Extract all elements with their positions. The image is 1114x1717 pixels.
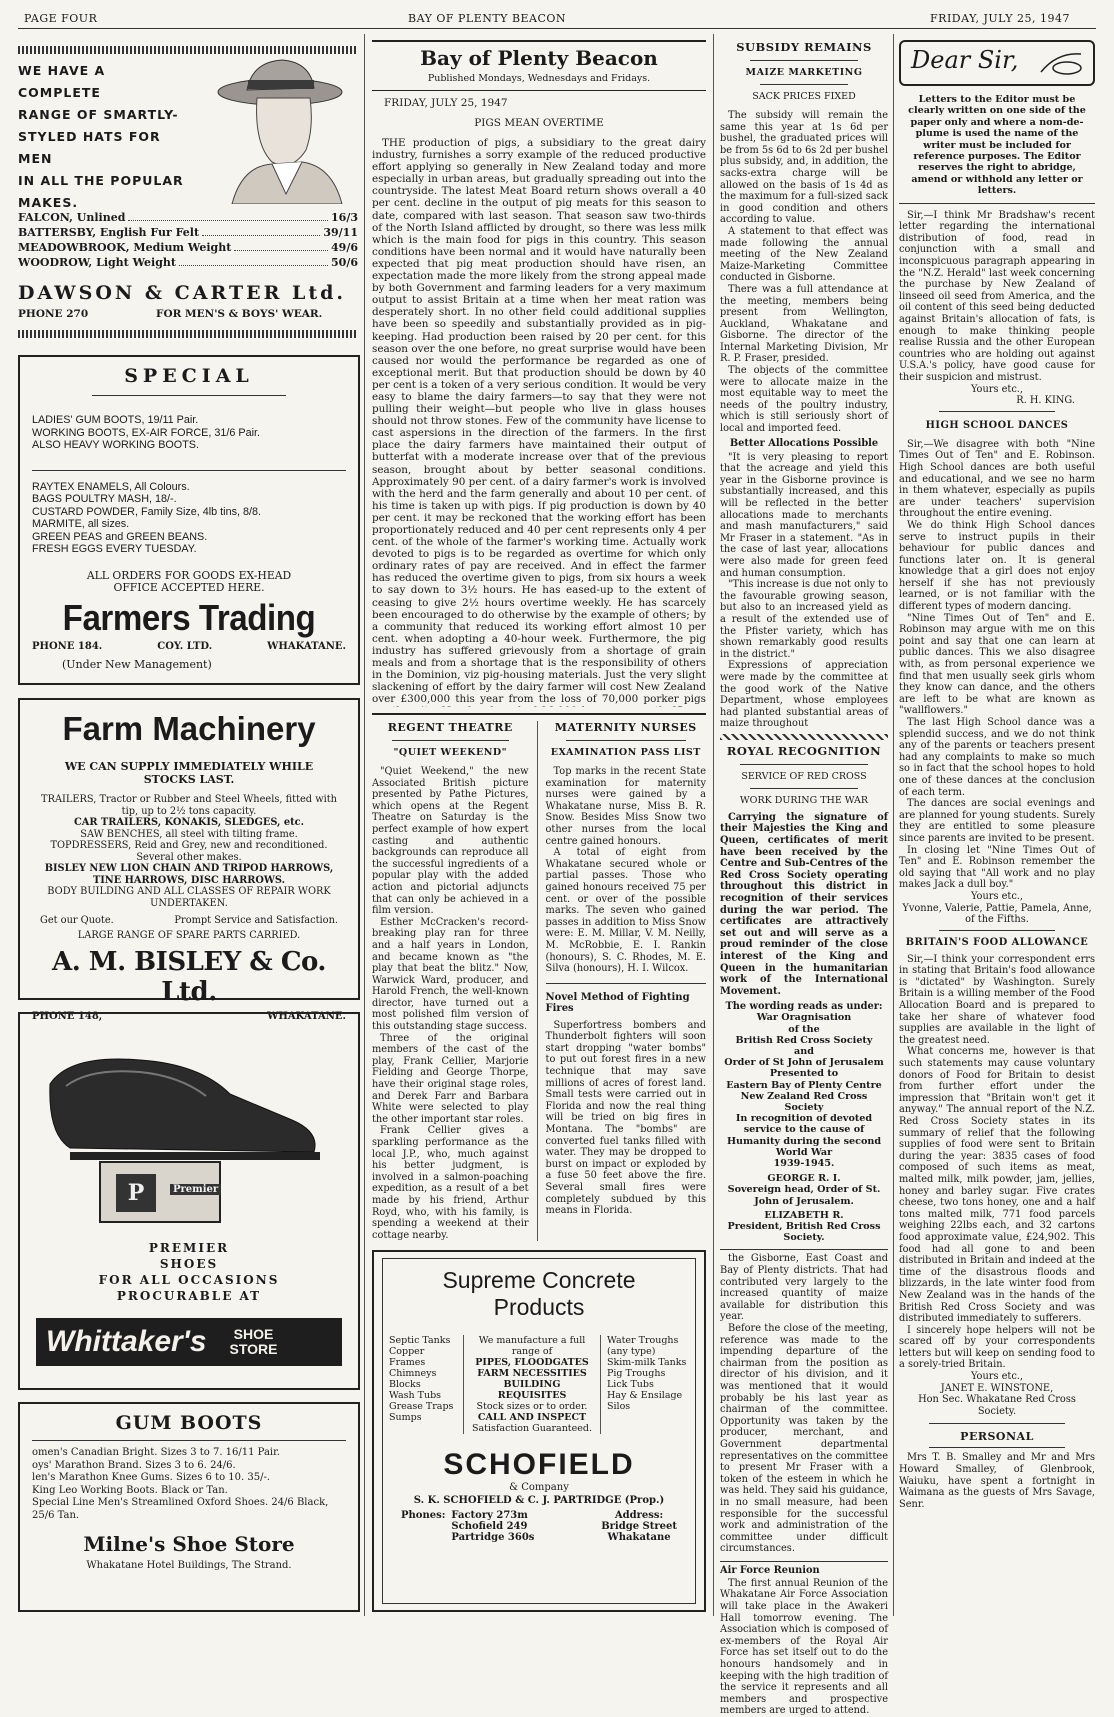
- cert-line: of the: [788, 1023, 820, 1035]
- letter-sign: Yours etc.,: [970, 383, 1024, 395]
- special-town: WHAKATANE.: [267, 640, 346, 652]
- subsidy-para: "This increase is due not only to the favourable growing season, but also to an increased yield as a result of the extended use of the Pfister variety, which has shown remarkably good results in the district.": [720, 579, 888, 660]
- farm-title: Farm Machinery: [62, 710, 316, 747]
- hs-para: We do think High School dances serve to instruct pupils in their behaviour for public dances and functions later on. It is general knowledge that a girl does not enjoy herself if she has not previously learned, or is not familiar with the different types of modern dancing.: [899, 519, 1095, 613]
- hat-name: WOODROW, Light Weight: [18, 256, 176, 269]
- phone-line: Factory 273m: [451, 1510, 528, 1521]
- address-line: Bridge Street: [601, 1521, 677, 1532]
- food-para: What concerns me, however is that such statements may cause voluntary donors of Food for Britain to desist from further effort under the impression that "Britain won't get it anyway." The annual report of the N.Z. Red Cross Society states in its summary of relief that the following supplies of food were sent to Britain during the year: 3835 cases of food composed of such items as meat, malted milk, milk powder, jam, jellies, honey and barley sugar. Five crates cheese, two tons honey, one and a half tons malted milk, 771 food parcels weighing 22lbs each, and 32 cartons food approximate value, £24,902. This food had all gone to and been distributed in Britain and indeed at the time of the disastrous floods and blizzards, in the late winter food from New Zealand was in the hands of the British Red Cross Society and was distributed immediately to sufferers.: [899, 1046, 1095, 1325]
- hs-para: In closing let "Nine Times Out of Ten" and E. Robinson remember the old saying that "All work and no play makes Jack a dull boy.": [899, 844, 1095, 891]
- schofield-partners: S. K. SCHOFIELD & C. J. PARTRIDGE (Prop.): [413, 1495, 665, 1506]
- food-title: BRITAIN'S FOOD ALLOWANCE: [905, 936, 1089, 948]
- editorial-text: THE production of pigs, a subsidiary to the great dairy industry, furnishes a sorry example of the reduced productive effort applying so generally in New Zealand today and more especially in urban areas, but gradually spreading out into the countryside. The latest Meat Board return shows overall a 40 per cent. decline in the output of pig meats for this season to date, compared with last season. That season saw two-thirds of the North Island afflicted by drought, so there was less milk which is the main food for pigs in this country. This season conditions have been normal and it would have naturally been expected that pig meat production should have risen, an expectation made the more likely from the strong appeal made by both Government and farming leaders for a very maximum output to assist Britain at a time when her meat ration was desperately short. In no other field could additional supplies have been so speedily and substantially provided as in pig-keeping. Had production been raised by 20 per cent. for this season over the one before, no great surprise would have been caused nor would the performance be regarded as one of exceptional merit. But that production should be down by 40 per cent is a token of a very serious condition. It would be very easy to blame the dairy farmers—to say that they were not pulling their weight—but people who live in glass houses should not throw stones. Few of the community have license to cast aspersions in the direction of the farmers. In the first place the dairy farmers have maintained their output of butterfat with a moderate increase over that of the previous season, brought about by better seasonal conditions. Approximately 90 per cent. of a dairy farmer's work is involved with the herd and the farm generally and about 10 per cent. of his time is taken up with pigs. If pig production is down by 40 per cent. it may be reckoned that the working effort has been proportionately reduced and 40 per cent represents only 4 per cent. of the whole of the farmer's working time. Actually work devoted to pigs is to be regarded as overtime for which only ordinary rates of pay are received. And in effect the farmer has reduced the overtime given to pigs, from six hours a week to say down to 3½ hours. He has eased-up to the extent of ceasing to give 2½ hours overtime weekly. He has scarcely been encouraged to do otherwise by the example of others; by a community that reduced its working effort almost 10 per cent. when adopting a 40-hour week. Furthermore, the pig industry has suffered grievously from a shortage of grain meals and from a shortage that is the responsibility of others in the Dominion, viz pig-housing materials. Just the very slight slackening of effort by the dairy farmer will cost New Zealand over £300,000 this year from the loss of 70,000 porker pigs: [372, 137, 706, 706]
- farm-line: BISLEY NEW LION CHAIN AND TRIPOD HARROWS, TINE HARROWS, DISC HARROWS.: [44, 863, 334, 886]
- header-rule: [18, 28, 1096, 29]
- cert-king: GEORGE R. I.: [767, 1173, 841, 1185]
- concrete-left-item: Copper Frames: [389, 1346, 426, 1368]
- concrete-right-item: (any type): [607, 1346, 656, 1357]
- hat-ad-line: MAKES.: [18, 195, 79, 210]
- farm-service: Prompt Service and Satisfaction.: [174, 915, 338, 926]
- concrete-left-item: Wash Tubs: [389, 1390, 442, 1401]
- column-divider: [893, 34, 894, 1616]
- gum-title: GUM BOOTS: [115, 1412, 263, 1434]
- royal-sub: SERVICE OF RED CROSS: [741, 770, 867, 782]
- cert-line: New Zealand Red Cross Society: [740, 1090, 868, 1113]
- food-para: Sir,—I think your correspondent errs in stating that Britain's food allowance is "dictated" by Washington. Surely Britain is a willing member of the Food Allocation Board and is prepared to take her share of whatever food supplies are available in the light of the greatest need.: [899, 953, 1095, 1046]
- shoe-box-label: Premier: [170, 1184, 221, 1195]
- hat-ad-line: RANGE OF SMARTLY-: [18, 107, 179, 122]
- subsidy-para: The subsidy will remain the same this year at 1s 6d per bushel, the graduated prices will be from 5s 6d to 6s 2d per bushel plus subsidy, and, in addition, the sacks-extra charge will be allowed on the basis of 1s 4d as the maximum for a full-sized sack in good condition and others according to value.: [720, 110, 888, 226]
- farm-town: WHAKATANE.: [267, 1011, 346, 1022]
- hat-price: 16/3: [331, 211, 358, 224]
- personal-para: Mrs T. B. Smalley and Mr and Mrs Howard Smalley, of Glenbrook, Waiuku, have spent a fortnight in Waimana as the guests of Mrs Savage, Senr.: [899, 1452, 1095, 1510]
- concrete-left-item: Septic Tanks: [389, 1335, 451, 1346]
- hat-price: 49/6: [331, 241, 358, 254]
- store-tagline: FOR MEN'S & BOYS' WEAR.: [156, 308, 323, 320]
- concrete-center-item: Satisfaction Guaranteed.: [472, 1423, 592, 1434]
- subsidy-para: A statement to that effect was made following the annual meeting of the New Zealand Maize-Marketing Committee conducted in Gisborne.: [720, 225, 888, 284]
- hat-name: MEADOWBROOK, Medium Weight: [18, 241, 232, 254]
- phone-line: Partridge 360s: [451, 1532, 535, 1543]
- cert-queen: ELIZABETH R.: [764, 1209, 844, 1221]
- gum-line: omen's Canadian Bright. Sizes 3 to 7. 16/11 Pair.: [32, 1447, 280, 1458]
- dear-sir-banner: [899, 40, 1095, 86]
- address-line: Whakatane: [607, 1532, 671, 1543]
- letters-notice: Letters to the Editor must be clearly written on one side of the paper only and where a nom-de-plume is used the name of the writer must be included for reference purposes. The Editor reserves the right to abridge, amend or withhold any letter or letters.: [908, 94, 1086, 197]
- special-line: CUSTARD POWDER, Family Size, 4lb tins, 8/8.: [32, 505, 261, 518]
- cert-line: Order of St John of Jerusalem: [724, 1057, 884, 1069]
- letter-name: R. H. KING.: [1016, 395, 1075, 407]
- concrete-title: Products: [493, 1294, 585, 1320]
- dear-sir-script: Dear Sir,: [911, 46, 1019, 74]
- royal-intro: Carrying the signature of their Majesties the King and Queen, certificates of merit have been received by the Centre and Sub-Centres of the Red Cross Society operating throughout this district in recognition of their services during the war period. The certificates are attractively set out and will serve as a proud reminder of the close interest of the King and Queen in the humanitarian work of the International Movement.: [720, 811, 888, 997]
- special-line: RAYTEX ENAMELS, All Colours.: [32, 480, 190, 493]
- cert-line: Eastern Bay of Plenty Centre: [726, 1079, 882, 1091]
- subsidy-para: Expressions of appreciation were made by the committee at the good work of the Native Department, whose employees had planted substantial areas of maize throughout: [720, 660, 888, 730]
- regent-article: [372, 721, 529, 1241]
- regent-para: Esther McCracken's record-breaking play ran for three and a half years in London, and became known as "the play that beat the blitz." Now, Warwick Ward, producer, and Harold French, the well-known director, have turned out a most polished film version of this outstanding stage success.: [372, 916, 529, 1033]
- farm-machinery-ad: [18, 698, 360, 1022]
- whittakers-name: Whittaker's: [46, 1325, 207, 1358]
- header-date: FRIDAY, JULY 25, 1947: [930, 12, 1070, 25]
- editorial-published: Published Mondays, Wednesdays and Fridays.: [427, 73, 651, 84]
- shoe-line: FOR ALL OCCASIONS: [98, 1273, 280, 1287]
- maternity-title: MATERNITY NURSES: [554, 721, 697, 734]
- special-management: (Under New Management): [62, 657, 212, 671]
- maternity-para: A total of eight from Whakatane secured whole or partial passes. Those who gained honours received 75 per cent. or over of the possible marks. The seven who gained passes in addition to Miss Snow were: E. M. Millar, V. M. Neilly, M. McRobbie, E. I. Rankin (honours), S. C. Rhodes, M. E. Silva (honours), H. I. Wilcox.: [545, 847, 706, 975]
- cert-line: Presented to: [769, 1068, 839, 1080]
- editorial-date: FRIDAY, JULY 25, 1947: [384, 97, 508, 109]
- royal-reads: The wording reads as under:: [725, 1001, 883, 1013]
- column-divider: [364, 34, 365, 1616]
- farm-line: SAW BENCHES, all steel with tilting frame.: [80, 828, 298, 840]
- concrete-center-item: CALL AND INSPECT: [477, 1412, 587, 1423]
- food-role: Hon Sec. Whakatane Red Cross Society.: [918, 1394, 1076, 1417]
- regent-para: Three of the original members of the cast of the play, Frank Cellier, Marjorie Fielding and George Thorpe, have their original stage roles, and Derek Farr and Barbara White were selected to play the other important star roles.: [372, 1032, 529, 1125]
- air-para: The first annual Reunion of the Whakatane Air Force Association will take place in the Awakeri Hall tomorrow evening. The Association which is composed of ex-members of the Royal Air Force has set itself out to do the honours handsomely and in keeping with the high tradition of the service it represents and all members and prospective members are urged to attend.: [720, 1577, 888, 1717]
- special-phone: PHONE 184.: [32, 640, 103, 652]
- farm-line: TOPDRESSERS, Reid and Grey, new and reconditioned. Several other makes.: [50, 840, 328, 863]
- cert-line: War Oragnisation: [756, 1012, 852, 1024]
- concrete-center-item: FARM NECESSITIES: [477, 1368, 587, 1379]
- hat-price-row: [18, 225, 358, 240]
- maternity-para: Top marks in the recent State examination for maternity nurses were gained by a Whakatane nurse, Miss B. R. Snow. Besides Miss Snow two other nurses from the local centre gained honours.: [545, 766, 706, 847]
- letters-column: [899, 40, 1095, 1510]
- bisley-logo: A. M. BISLEY & Co. Ltd.: [52, 947, 326, 1007]
- hat-ad: [18, 46, 358, 338]
- schofield-company: & Company: [509, 1482, 569, 1493]
- subsidy-title: SUBSIDY REMAINS: [736, 40, 872, 54]
- subsidy-cont: Before the close of the meeting, reference was made to the impending departure of the chairman from the position as director of his division, and it was mentioned that it would probably be his last year as chairman of the committee. Opportunity was taken by the producer, merchant, and Government departmental representatives on the committee to present Mr Fraser with a token of the esteem in which he was held. They said his guidance, in no small measure, had been responsible for the successful work and administration of the committee under difficult circumstances.: [720, 1323, 888, 1555]
- gum-line: oys' Marathon Brand. Sizes 3 to 6. 24/6.: [32, 1459, 236, 1471]
- hat-price-row: [18, 240, 358, 255]
- running-masthead: BAY OF PLENTY BEACON: [408, 12, 567, 25]
- food-para: I sincerely hope helpers will not be scared off by your correspondents letters but will keep on sending food to a sorely-tried Britain.: [899, 1324, 1095, 1371]
- cert-line: In recognition of devoted service to the cause of Humanity during the second World War: [726, 1113, 882, 1158]
- subsidy-cont: the Gisborne, East Coast and Bay of Plenty districts. That had contributed very largely to the increased quantity of maize available for distribution this year.: [720, 1253, 888, 1323]
- food-sign: Yours etc.,: [970, 1371, 1024, 1383]
- cert-line: British Red Cross Society: [735, 1034, 873, 1046]
- hat-ad-line: WE HAVE A COMPLETE: [18, 63, 106, 100]
- shoe-line: PROCURABLE AT: [116, 1289, 262, 1303]
- concrete-center-item: BUILDING REQUISITES: [497, 1379, 567, 1401]
- concrete-right-item: Silos: [607, 1401, 631, 1412]
- hat-ad-line: STYLED HATS FOR MEN: [18, 129, 161, 166]
- hat-name: FALCON, Unlined: [18, 211, 126, 224]
- concrete-center-item: Stock sizes or to order.: [476, 1401, 588, 1412]
- maternity-sub: EXAMINATION PASS LIST: [550, 747, 701, 758]
- gum-boots-ad: [18, 1402, 360, 1612]
- special-coy: COY. LTD.: [157, 640, 213, 652]
- phones-label: Phones:: [401, 1510, 446, 1521]
- farm-quote: Get our Quote.: [40, 915, 114, 926]
- hs-para: The dances are social evenings and are planned for young students. Surely they are entitled to some pleasure since parents are invited to be present.: [899, 798, 1095, 844]
- schofield-logo: SCHOFIELD: [443, 1448, 635, 1481]
- hs-title: HIGH SCHOOL DANCES: [925, 419, 1069, 431]
- special-line: FRESH EGGS EVERY TUESDAY.: [32, 543, 197, 555]
- editorial-column: [372, 40, 706, 1241]
- regent-para: Frank Cellier gives a sparkling performance as the local J.P., who, much against his better judgment, is involved in a salmon-poaching expedition, as a result of a bet made by his friend, Arthur Royd, who, with his family, is spending a weekend at their cottage nearby.: [372, 1125, 529, 1241]
- cert-king-title: Sovereign head, Order of St. John of Jerusalem.: [727, 1184, 881, 1207]
- special-line: BAGS POULTRY MASH, 18/-.: [32, 493, 177, 505]
- concrete-ad: [372, 1250, 706, 1612]
- regent-sub: "QUIET WEEKEND": [393, 747, 508, 758]
- subsidy-para: "It is very pleasing to report that the acreage and yield this year in the Gisborne province is substantially increased, and this will be reflected in the better allocations made to merchants and mash manufacturers," said Mr Fraser in a statement. "As in the case of last year, allocations were also made for green feed and human consumption.: [720, 451, 888, 579]
- farm-range: LARGE RANGE OF SPARE PARTS CARRIED.: [77, 930, 301, 941]
- page-number: PAGE FOUR: [24, 12, 98, 25]
- milnes-address: Whakatane Hotel Buildings, The Strand.: [86, 1560, 292, 1571]
- zigzag-divider: [720, 734, 888, 740]
- hat-name: BATTERSBY, English Fur Felt: [18, 226, 200, 239]
- letter-para: Sir,—I think Mr Bradshaw's recent letter regarding the international distribution of food, read in conjunction with a small and inconspicuous paragraph appearing in the "N.Z. Herald" last week concerning the purchase by New Zealand of linseed oil seed from America, and the oil content of this seed being deducted against Britain's allocation of fats, is enough to make thinking people realise Russia and the other European countries who are holding out against U.S.A.'s policy, have good cause for their suspicion and mistrust.: [899, 209, 1095, 383]
- subsidy-sub2: SACK PRICES FIXED: [752, 91, 856, 102]
- hat-ad-line: IN ALL THE POPULAR: [18, 173, 184, 188]
- gum-line: King Leo Working Boots. Black or Tan.: [32, 1484, 228, 1496]
- special-line: LADIES' GUM BOOTS, 19/11 Pair.: [32, 414, 199, 426]
- fires-para: Superfortress bombers and Thunderbolt fighters will soon start dropping "water bombs" to put out forest fires in a new technique that may save millions of acres of forest land. Small tests were carried out in Florida and now the real thing will be tried on big fires in Montana. The "bombs" are converted fuel tanks filled with water. They may be dropped to burst on impact or exploded by a fuse 50 feet above the fire. Several small fires were completely subdued by this means in Florida.: [545, 1019, 706, 1217]
- whittakers-tag: SHOE STORE: [229, 1326, 278, 1357]
- gum-line: len's Marathon Knee Gums. Sizes 6 to 10. 35/-.: [32, 1472, 271, 1483]
- inkwell-quill-icon: [1037, 50, 1085, 76]
- concrete-left-item: Grease Traps: [389, 1401, 454, 1412]
- shoe-line: SHOES: [159, 1257, 219, 1271]
- fires-title: Novel Method of Fighting Fires: [545, 991, 690, 1014]
- subsidy-para: There was a full attendance at the meeting, members being present from Wellington, Auckland, Whakatane and Gisborne. The director of the Internal Marketing Division, Mr R. P. Fraser, presided.: [720, 283, 888, 365]
- editorial-masthead: Bay of Plenty Beacon: [420, 46, 658, 70]
- subsidy-sub: MAIZE MARKETING: [745, 67, 863, 78]
- concrete-left-item: Chimneys: [389, 1368, 437, 1379]
- decorative-band: [18, 330, 358, 338]
- concrete-right-item: Pig Troughs: [607, 1368, 666, 1379]
- address-label: Address:: [614, 1510, 664, 1521]
- subsidy-para: The objects of the committee were to allocate maize in the most equitable way to meet the needs of the poultry industry, which is still seriously short of local and imported feed.: [720, 365, 888, 435]
- hs-names: Yvonne, Valerie, Pattie, Pamela, Anne, of the Fifths.: [902, 902, 1092, 926]
- air-title: Air Force Reunion: [720, 1564, 820, 1576]
- subsidy-sub3: Better Allocations Possible: [729, 437, 879, 449]
- regent-title: REGENT THEATRE: [387, 721, 513, 734]
- store-name: DAWSON & CARTER Ltd.: [18, 282, 347, 304]
- hat-price: 39/11: [323, 226, 358, 239]
- editorial-body: [372, 137, 706, 707]
- man-with-hat-illustration-icon: [202, 54, 352, 204]
- farmers-trading-logo: Farmers Trading: [62, 596, 316, 638]
- farm-line: BODY BUILDING AND ALL CLASSES OF REPAIR WORK UNDERTAKEN.: [47, 886, 331, 909]
- cert-line: 1939-1945.: [773, 1158, 835, 1170]
- special-ad: [18, 355, 360, 685]
- gum-line: Special Line Men's Streamlined Oxford Shoes. 24/6 Black, 25/6 Tan.: [32, 1497, 329, 1521]
- whittakers-banner: [36, 1318, 342, 1366]
- regent-para: "Quiet Weekend," the new Associated British picture presented by Pathe Pictures, which opens at the Regent Theatre on Saturday is the perfect example of how expert casting and authentic backgrounds can reproduce all the successful ingredients of a popular play with the added action and pictorial adjuncts that can only be achieved in a film version.: [372, 766, 529, 917]
- editorial-title: PIGS MEAN OVERTIME: [474, 117, 604, 129]
- food-name: JANET E. WINSTONE,: [940, 1382, 1054, 1394]
- hs-para: Sir,—We disagree with both "Nine Times Out of Ten" and E. Robinson. High School dances are both useful and educational, and we see no harm in them whatever, especially as pupils are under teachers' supervision throughout the entire evening.: [899, 438, 1095, 520]
- concrete-right-item: Water Troughs: [607, 1335, 679, 1346]
- farm-sub: WE CAN SUPPLY IMMEDIATELY WHILE STOCKS LAST.: [64, 760, 314, 786]
- special-line: ALSO HEAVY WORKING BOOTS.: [32, 439, 199, 451]
- personal-title: PERSONAL: [960, 1430, 1034, 1444]
- hs-para: "Nine Times Out of Ten" and E. Robinson may argue with me on this point and say that one can learn at public dances. This we also disagree with, as from personal experience we find that men usually seek girls whom they know can dance, and the others are left to be what are known as "wallflowers.": [899, 612, 1095, 717]
- special-line: MARMITE, all sizes.: [32, 518, 130, 530]
- concrete-right-item: Skim-milk Tanks: [607, 1357, 687, 1368]
- royal-title: ROYAL RECOGNITION: [726, 743, 882, 758]
- hs-sign: Yours etc.,: [970, 890, 1024, 902]
- concrete-center-item: We manufacture a full range of: [478, 1335, 586, 1357]
- royal-sub2: WORK DURING THE WAR: [739, 794, 869, 806]
- concrete-right-item: Hay & Ensilage: [607, 1390, 683, 1401]
- concrete-title: Supreme Concrete: [442, 1267, 636, 1293]
- store-phone: PHONE 270: [18, 308, 89, 320]
- special-orders: ALL ORDERS FOR GOODS EX-HEAD OFFICE ACCEPTED HERE.: [86, 568, 292, 594]
- shoe-line: PREMIER: [148, 1241, 230, 1255]
- phone-line: Schofield 249: [451, 1521, 528, 1532]
- farm-phone: PHONE 148,: [32, 1011, 103, 1022]
- svg-text:P: P: [127, 1180, 145, 1206]
- maternity-article: [546, 721, 706, 1241]
- milnes-store: Milne's Shoe Store: [83, 1532, 295, 1556]
- special-line: GREEN PEAS and GREEN BEANS.: [32, 530, 208, 543]
- hat-price: 50/6: [331, 256, 358, 269]
- column-three: [720, 40, 888, 1717]
- concrete-center-item: PIPES, FLOODGATES: [475, 1357, 589, 1368]
- hs-para: The last High School dance was a splendid success, and we do not think any of the parents or teachers present had any complaints to make so much so in fact that the school hopes to hold one of these dances at the conclusion of each term.: [899, 717, 1095, 798]
- concrete-left-item: Sumps: [389, 1412, 422, 1423]
- farm-line: CAR TRAILERS, KONAKIS, SLEDGES, etc.: [73, 817, 305, 828]
- premier-shoes-ad: [18, 1012, 360, 1390]
- special-title: SPECIAL: [124, 365, 254, 387]
- concrete-left-item: Blocks: [389, 1379, 421, 1390]
- decorative-band: [18, 46, 358, 54]
- cert-queen-title: President, British Red Cross Society.: [727, 1221, 881, 1244]
- cert-line: and: [794, 1045, 814, 1057]
- farm-line: TRAILERS, Tractor or Rubber and Steel Wheels, fitted with tip, up to 2½ tons capacity.: [41, 794, 337, 817]
- special-line: WORKING BOOTS, EX-AIR FORCE, 31/6 Pair.: [32, 426, 260, 439]
- hat-price-row: [18, 255, 358, 270]
- column-divider: [713, 34, 714, 1616]
- concrete-right-item: Lick Tubs: [607, 1379, 654, 1390]
